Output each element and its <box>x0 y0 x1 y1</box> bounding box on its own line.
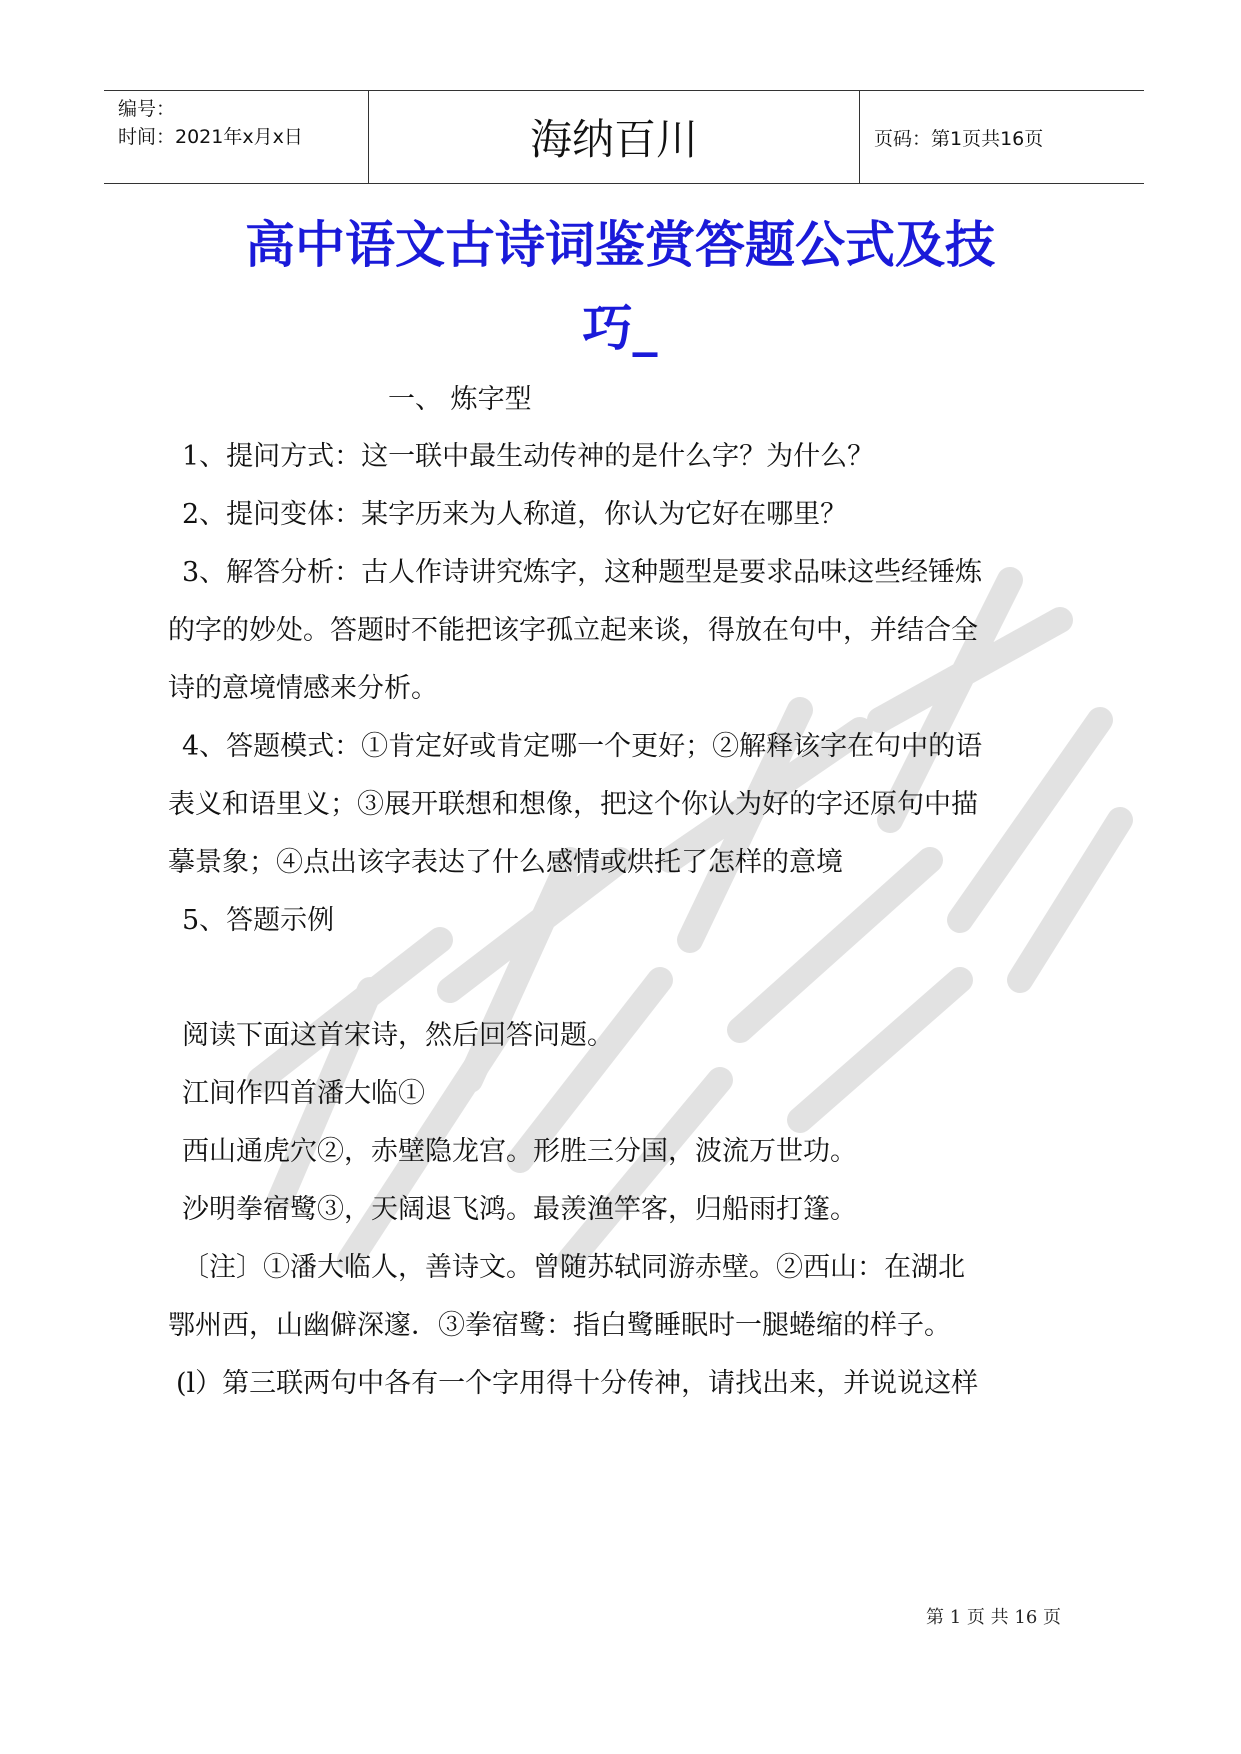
paragraph-line: 3、解答分析：古人作诗讲究炼字，这种题型是要求品味这些经锤炼 <box>182 557 983 588</box>
header-number-label: 编号： <box>118 98 176 120</box>
note-line: 鄂州西，山幽僻深邃．③拳宿鹭：指白鹭睡眠时一腿蜷缩的样子。 <box>168 1310 951 1341</box>
paragraph-line: 2、提问变体：某字历来为人称道，你认为它好在哪里？ <box>182 499 848 530</box>
paragraph-line: 5、答题示例 <box>182 905 335 936</box>
paragraph-line: 阅读下面这首宋诗，然后回答问题。 <box>182 1020 614 1051</box>
page-footer: 第 1 页 共 16 页 <box>926 1607 1061 1628</box>
paragraph-line: 表义和语里义；③展开联想和想像，把这个你认为好的字还原句中描 <box>168 789 978 820</box>
paragraph-line: 的字的妙处。答题时不能把该字孤立起来谈，得放在句中，并结合全 <box>168 615 978 646</box>
document-title-line-1: 高中语文古诗词鉴赏答题公式及技 <box>245 216 995 274</box>
section-heading: 一、 炼字型 <box>388 384 532 415</box>
poem-line: 沙明拳宿鹭③，天阔退飞鸿。最羡渔竿客，归船雨打篷。 <box>182 1194 857 1225</box>
header-time-label: 时间：2021年x月x日 <box>118 126 303 148</box>
header-brand: 海纳百川 <box>369 91 860 183</box>
document-title-line-2: 巧_ <box>582 299 658 357</box>
paragraph-line: 1、提问方式：这一联中最生动传神的是什么字？为什么？ <box>182 441 875 472</box>
header-page-label: 页码：第1页共16页 <box>874 127 1044 150</box>
header-meta <box>104 91 369 183</box>
paragraph-line: 4、答题模式：①肯定好或肯定哪一个更好；②解释该字在句中的语 <box>182 731 983 762</box>
paragraph-line: 诗的意境情感来分析。 <box>168 673 438 704</box>
poem-line: 西山通虎穴②，赤壁隐龙宫。形胜三分国，波流万世功。 <box>182 1136 857 1167</box>
poem-title: 江间作四首潘大临① <box>182 1078 425 1109</box>
question-line: (l）第三联两句中各有一个字用得十分传神，请找出来，并说说这样 <box>176 1368 979 1399</box>
note-line: 〔注〕①潘大临人，善诗文。曾随苏轼同游赤壁。②西山：在湖北 <box>182 1252 965 1283</box>
paragraph-line: 摹景象；④点出该字表达了什么感情或烘托了怎样的意境 <box>168 847 843 878</box>
document-header <box>104 90 1144 184</box>
